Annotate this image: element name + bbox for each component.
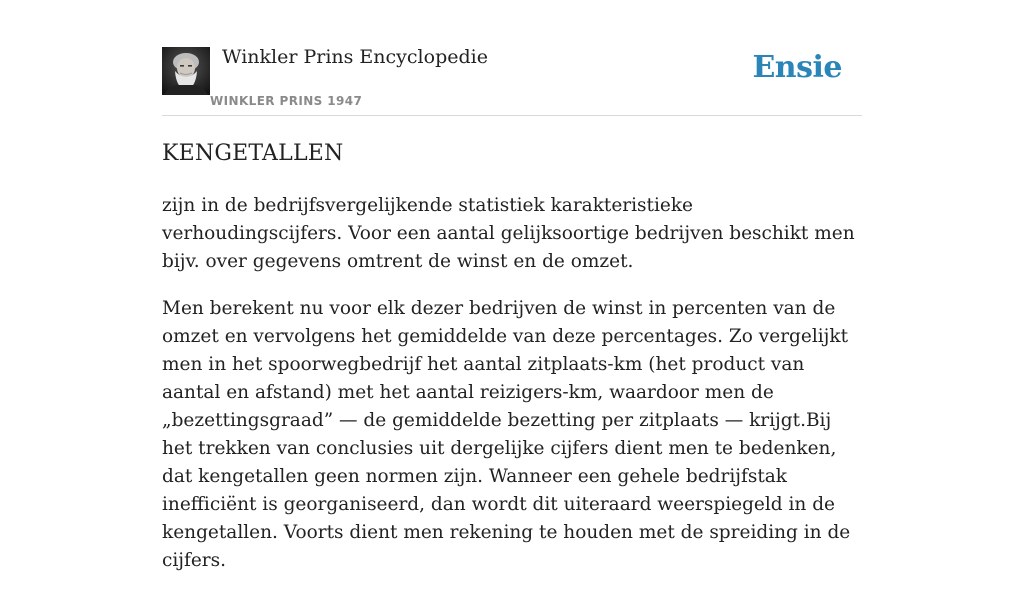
ensie-logo[interactable]: Ensie xyxy=(752,50,842,85)
portrait-bearded-man-icon xyxy=(162,47,210,95)
article-card xyxy=(162,0,862,571)
article-body xyxy=(162,192,862,594)
article-paragraph: Men berekent nu voor elk dezer bedrijven de winst in percenten van de omzet en vervolgens het gemiddelde van deze percentages. Zo vergelijkt men in het spoorwegbedrijf het aantal zitplaats-km (het product van aantal en afstand) met het aantal reizigers-km, waardoor men de „bezettingsgraad” — de gemiddelde bezetting per zitplaats — krijgt.Bij het trekken van conclusies uit dergelijke cijfers dient men te bedenken, dat kengetallen geen normen zijn. Wanneer een gehele bedrijfstak inefficiënt is georganiseerd, dan wordt dit uiteraard weerspiegeld in de kengetallen. Voorts dient men rekening te houden met de spreiding in de cijfers. xyxy=(162,298,851,571)
source-subtitle: WINKLER PRINS 1947 xyxy=(210,94,363,108)
source-avatar[interactable] xyxy=(162,47,210,95)
article-title: KENGETALLEN xyxy=(162,141,344,166)
article-paragraph: zijn in de bedrijfsvergelijkende statistiek karakteristieke verhoudingscijfers. Voor een aantal gelijksoortige bedrijven beschikt men bijv. over gegevens omtrent de winst en de omzet. xyxy=(162,195,855,272)
article-header xyxy=(162,0,862,116)
source-title[interactable]: Winkler Prins Encyclopedie xyxy=(222,46,488,68)
